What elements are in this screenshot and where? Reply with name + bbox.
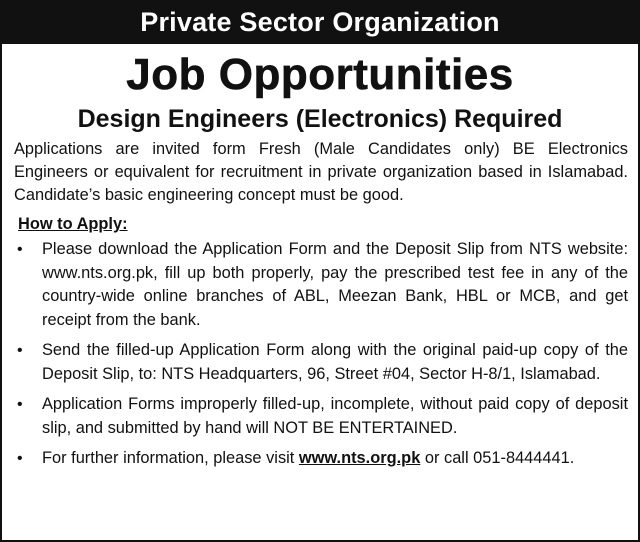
- bullet-icon: •: [17, 450, 23, 467]
- intro-paragraph: Applications are invited form Fresh (Male Candidates only) BE Electronics Engineers or equivalent for recruitment in private organization based in Islamabad. Candidate’s basic engineering concept must be good.: [14, 140, 628, 204]
- organization-banner: [2, 0, 638, 44]
- list-item: [2, 238, 628, 332]
- how-to-apply-heading: How to Apply:: [18, 215, 128, 233]
- step-text-suffix: or call 051-8444441.: [420, 449, 575, 467]
- bullet-icon: •: [17, 342, 23, 359]
- step-text: Send the filled-up Application Form along with the original paid-up copy of the Deposit Slip, to: NTS Headquarters, 96, Street #04, Sector H-8/1, Islamabad.: [42, 341, 628, 383]
- step-text: Application Forms improperly filled-up, incomplete, without paid copy of deposit slip, and submitted by hand will NOT BE ENTERTAINED.: [42, 395, 628, 437]
- headline: Job Opportunities: [126, 50, 514, 99]
- nts-website-link[interactable]: www.nts.org.pk: [298, 449, 421, 467]
- step-text: Please download the Application Form and the Deposit Slip from NTS website: www.nts.org.pk, fill up both properly, pay the prescribed test fee in any of the country-wide online branches of ABL, Meezan Bank, HBL or MCB, and get receipt from the bank.: [42, 240, 628, 329]
- bullet-icon: •: [17, 396, 23, 413]
- list-item: [2, 447, 628, 471]
- bullet-icon: •: [17, 241, 23, 258]
- step-text-prefix: For further information, please visit: [42, 449, 299, 467]
- list-item: [2, 339, 628, 386]
- application-steps: [2, 238, 628, 471]
- list-item: [2, 393, 628, 440]
- banner-title: Private Sector Organization: [140, 7, 500, 37]
- subheadline: Design Engineers (Electronics) Required: [77, 105, 563, 133]
